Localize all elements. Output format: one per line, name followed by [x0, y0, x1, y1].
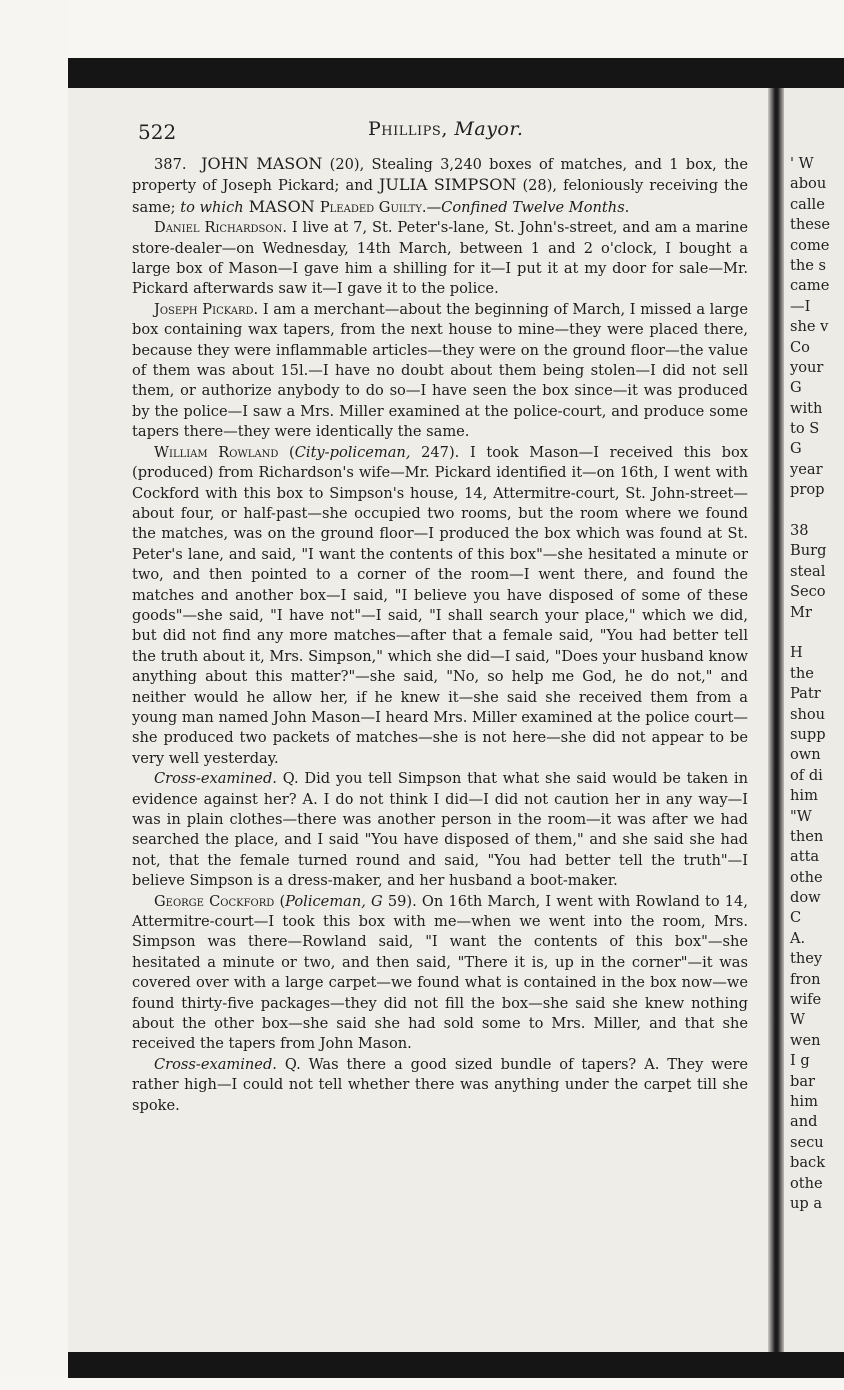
facing-page-fragment: to S — [790, 420, 820, 438]
charge-2: (28), feloniously receiving the same; — [132, 177, 748, 216]
facing-page-fragment: H — [790, 644, 803, 662]
sentence: —Confined Twelve Months. — [426, 198, 630, 216]
page-number: 522 — [138, 120, 177, 144]
facing-page-fragment: steal — [790, 562, 826, 580]
charge-1: (20), Stealing 3,240 boxes of matches, and 1 box, the property of Joseph Pickard; and — [132, 156, 748, 195]
facing-page-fragments — [790, 154, 844, 1214]
defendant-1: JOHN MASON — [201, 154, 323, 173]
case-heading — [132, 154, 748, 218]
facing-page-fragment: G — [790, 379, 802, 397]
facing-page-fragment: and — [790, 1113, 818, 1131]
case-number: 387. — [154, 156, 187, 173]
facing-page-fragment: bar — [790, 1072, 816, 1090]
facing-page-fragment: A. — [790, 929, 806, 947]
facing-page-fragment: own — [790, 746, 821, 764]
testimony-paragraph: William Rowland (City-policeman, 247). I took Mason—I received this box (produced) from Richardson's wife—Mr. Pickard identified it—on 16th, I went with Cockford with this box to Simpson's house, 14, Attermitre-court, St. John-street—about four, or half-past—she occupied two rooms, but the room where we found the matches, was on the ground floor—I produced the box which was found at St. Peter's lane, and said, "I want the contents of this box"—she hesitated a minute or two, and then pointed to a corner of the room—I went there, and found the matches and another box—I said, "I believe you have disposed of some of these goods"—she said, "I have not"—I said, "I shall search your place," which we did, but did not find any more matches—after that a female said, "You had better tell the truth about it, Mrs. Simpson," which she did—I said, "Does your husband know anything about this matter?"—she said, "No, so help me God, he do not," and neither would he allow her, if he knew it—she said she received them from a young man named John Mason—I heard Mrs. Miller examined at the police court—she produced two packets of matches—she is not here—she did not appear to be very well yesterday. — [132, 443, 748, 767]
facing-page-fragment: back — [790, 1154, 826, 1172]
speaker-role-suffix: 59). — [382, 892, 417, 910]
facing-page-fragment: him — [790, 1092, 818, 1110]
facing-page-fragment: othe — [790, 1174, 823, 1192]
scan-left-margin — [0, 0, 68, 1390]
facing-page-fragment: secu — [790, 1133, 824, 1151]
speaker-role: City-policeman, — [294, 443, 411, 461]
facing-page-fragment: ' W — [790, 155, 814, 172]
facing-page-fragment: they — [790, 950, 823, 968]
facing-page-fragment: then — [790, 827, 824, 845]
speaker-name: William Rowland — [154, 443, 279, 461]
book-page — [68, 88, 768, 1352]
facing-page-fragment: she v — [790, 318, 829, 336]
book-gutter — [768, 88, 784, 1352]
facing-page-fragment: came — [790, 277, 830, 295]
facing-page-fragment: the s — [790, 256, 827, 274]
facing-page-fragment: calle — [790, 195, 825, 213]
facing-page-fragment: G — [790, 440, 802, 458]
testimony-paragraph — [132, 1055, 748, 1116]
page-body — [132, 154, 748, 1116]
testimony-text: I live at 7, St. Peter's-lane, St. John's-street, and am a marine store-dealer—on Wednesday, 14th March, between 1 and 2 o'clock, I bought a large box of Mason—I gave him a shilling for it—I put it at my door for sale—Mr. Pickard afterwards saw it—I gave it to the police. — [132, 219, 749, 298]
speaker-role: Policeman, G — [285, 892, 383, 910]
facing-page-fragment: come — [790, 236, 830, 254]
facing-page-fragment: 38 — [790, 522, 809, 540]
testimony-text: Q. Was there a good sized bundle of tapers? A. They were rather high—I could not tell whether there was anything under the carpet till she spoke. — [132, 1055, 748, 1114]
facing-page-fragment: C — [790, 909, 802, 927]
testimony-paragraph: George Cockford (Policeman, G 59). On 16th March, I went with Rowland to 14, Attermitre-court—I took this box with me—when we went into the room, Mrs. Simpson was there—Rowland said, "I want the contents of this box"—she hesitated a minute or two, and then said, "There it is, up in the corner"—it was covered over with a large carpet—we found what is contained in the box now—we found thirty-five packages—they did not fill the box—she said she knew nothing about the other box—she said she had sold some to Mrs. Miller, and that she received the tapers from John Mason. — [132, 892, 748, 1053]
facing-page-fragment: abou — [790, 175, 827, 193]
running-head — [368, 118, 523, 140]
speaker-name: Joseph Pickard. — [154, 300, 259, 318]
facing-page-fragment: —I — [790, 297, 811, 315]
facing-page-fragment — [790, 501, 844, 521]
facing-page-fragment: Burg — [790, 542, 827, 560]
speaker-name: Cross-examined. — [154, 770, 277, 788]
facing-page-fragment: Seco — [790, 583, 826, 601]
testimony-text: I took Mason—I received this box (produced) from Richardson's wife—Mr. Pickard identified it—on 16th, I went with Cockford with this box to Simpson's house, 14, Attermitre-court, St. John-street—about four, or half-past—she occupied two rooms, but the room where we found the matches, was on the ground floor—I produced the box which was found at St. Peter's lane, and said, "I want the contents of this box"—she hesitated a minute or two, and then pointed to a corner of the room—I went there, and found the matches and another box—I said, "I believe you have disposed of some of these goods"—she said, "I have not"—I said, "I shall search your place," which we did, but did not find any more matches—after that a female said, "You had better tell the truth about it, Mrs. Simpson," which she did—I said, "Does your husband know anything about this matter?"—she said, "No, so help me God, he do not," and neither would he allow her, if he knew it—she said she received them from a young man named John Mason—I heard Mrs. Miller examined at the police court—she produced two packets of matches—she is not here—she did not appear to be very well yesterday. — [132, 443, 748, 767]
testimony-text: I am a merchant—about the beginning of March, I missed a large box containing wax tapers, from the next house to mine—they were placed there, because they were inflammable articles—they were on the ground floor—the value of them was about 15l.—I have no doubt about them being stolen—I did not sell them, or authorize anybody to do so—I have seen the box since—it was produced by the police—I saw a Mrs. Miller examined at the police-court, and produce some tapers there—they were identically the same. — [132, 300, 748, 441]
mason: MASON — [243, 196, 320, 216]
facing-page-fragment: prop — [790, 481, 825, 499]
speaker-name: Cross-examined. — [154, 1055, 277, 1073]
facing-page-fragment: Patr — [790, 685, 821, 703]
facing-page-fragment: your — [790, 358, 824, 376]
facing-page-fragment: these — [790, 216, 831, 234]
facing-page-fragment: fron — [790, 970, 821, 988]
facing-page-fragment: shou — [790, 705, 826, 723]
testimony-paragraph — [132, 218, 748, 300]
facing-page-fragment: supp — [790, 725, 826, 743]
facing-page-fragment: of di — [790, 766, 823, 784]
facing-page — [784, 88, 844, 1352]
facing-page-fragment: Mr — [790, 603, 812, 621]
facing-page-fragment: the — [790, 664, 814, 682]
scan-bottom-margin — [0, 1378, 844, 1390]
facing-page-fragment: him — [790, 787, 818, 805]
facing-page-fragment: up a — [790, 1194, 823, 1212]
facing-page-fragment: wife — [790, 991, 822, 1009]
running-head-role: Mayor. — [454, 118, 524, 140]
facing-page-fragment: dow — [790, 889, 821, 907]
speaker-name: George Cockford — [154, 892, 275, 910]
defendant-2: JULIA SIMPSON — [379, 175, 517, 195]
testimony-paragraph — [132, 300, 748, 443]
facing-page-fragment: othe — [790, 868, 823, 886]
facing-page-fragment: with — [790, 399, 823, 417]
scan-top-margin — [0, 0, 844, 62]
facing-page-fragment: atta — [790, 848, 820, 866]
running-head-sep: , — [441, 118, 455, 140]
facing-page-fragment: year — [790, 460, 823, 478]
facing-page-fragment: "W — [790, 807, 812, 825]
facing-page-fragment: W — [790, 1011, 805, 1029]
speaker-name: Daniel Richardson. — [154, 219, 287, 237]
running-head-name: Phillips — [368, 118, 442, 140]
facing-page-fragment: Co — [790, 338, 810, 356]
scan-top-shadow — [68, 58, 844, 88]
facing-page-fragment — [790, 623, 844, 643]
plea: Pleaded Guilty. — [319, 198, 427, 216]
testimony-text: Q. Did you tell Simpson that what she said would be taken in evidence against her? A. I do not think I did—I did not caution her in any way—I was in plain clothes—there was another person in the room—it was after we had searched the place, and I said "You have disposed of them," and she said she had not, that the female turned round and said, "You had better tell the truth"—I believe Simpson is a dress-maker, and her husband a boot-maker. — [132, 770, 748, 890]
testimony-paragraph — [132, 769, 748, 891]
facing-page-fragment: I g — [790, 1052, 810, 1070]
speaker-role-suffix: 247). — [410, 443, 460, 461]
facing-page-fragment: wen — [790, 1031, 821, 1049]
to-which: to which — [180, 198, 244, 216]
testimony-text: On 16th March, I went with Rowland to 14, Attermitre-court—I took this box with me—when we went into the room, Mrs. Simpson was there—Rowland said, "I want the contents of this box"—she hesitated a minute or two, and then said, "There it is, up in the corner"—it was covered over with a large carpet—we found what is contained in the box now—we found thirty-five packages—they did not fill the box—she said she knew nothing about the other box—she said she had sold some to Mrs. Miller, and that she received the tapers from John Mason. — [132, 892, 748, 1053]
